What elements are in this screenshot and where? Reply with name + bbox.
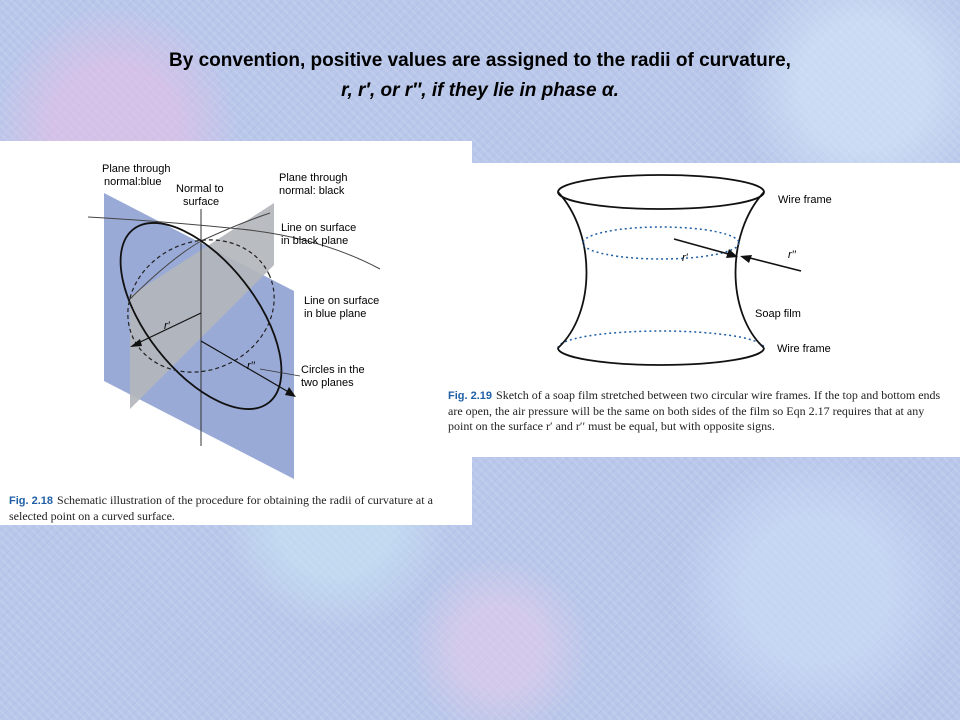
title-line-2: r, r′, or r″, if they lie in phase α. bbox=[341, 80, 619, 101]
title-line-1: By convention, positive values are assigned to the radii of curvature, bbox=[169, 50, 791, 71]
label-plane-black-2: normal: black bbox=[279, 185, 345, 197]
figure-2-18-diagram bbox=[0, 141, 472, 525]
soap-film-right-side bbox=[736, 192, 765, 348]
label-plane-blue-2: normal:blue bbox=[104, 176, 162, 188]
figure-2-18-number: Fig. 2.18 bbox=[9, 495, 54, 507]
wire-frame-bottom-back bbox=[558, 331, 764, 348]
label-wire-frame-top: Wire frame bbox=[778, 194, 832, 206]
label-soap-film: Soap film bbox=[755, 308, 801, 320]
label-circles-2: two planes bbox=[301, 377, 354, 389]
label-line-blue-2: in blue plane bbox=[304, 308, 367, 320]
label-circles-1: Circles in the bbox=[301, 364, 365, 376]
soap-film-waist bbox=[583, 227, 739, 259]
label-normal-1: Normal to bbox=[176, 183, 224, 195]
figure-2-19-panel bbox=[436, 163, 960, 457]
wire-frame-bottom-front bbox=[558, 348, 764, 365]
label-r-dprime: r′′ bbox=[788, 249, 796, 261]
soap-film-left-side bbox=[558, 192, 587, 348]
label-line-black-2: in black plane bbox=[281, 235, 349, 247]
label-r-dprime: r′′ bbox=[247, 360, 255, 372]
figure-2-18-panel bbox=[0, 141, 472, 525]
label-wire-frame-bottom: Wire frame bbox=[777, 343, 831, 355]
figure-2-19-caption-text: Sketch of a soap film stretched between two circular wire frames. If the top and bottom ends are open, the air pressure will be the same on both sides of the film so Eqn 2.17 requires that at any point on the surface r′ and r′′ must be equal, but with opposite signs. bbox=[448, 388, 941, 433]
label-r-prime: r′ bbox=[682, 252, 688, 264]
figure-2-18-caption-text: Schematic illustration of the procedure for obtaining the radii of curvature at a selected point on a curved surface. bbox=[9, 493, 433, 523]
figure-2-19-number: Fig. 2.19 bbox=[448, 390, 493, 402]
label-plane-black-1: Plane through bbox=[279, 172, 348, 184]
label-r-prime: r′ bbox=[164, 320, 170, 332]
wire-frame-top bbox=[558, 175, 764, 209]
label-plane-blue-1: Plane through bbox=[102, 163, 171, 175]
slide-title bbox=[0, 46, 960, 106]
figure-2-18-caption bbox=[9, 493, 464, 524]
figure-2-19-caption bbox=[448, 388, 948, 434]
label-line-black-1: Line on surface bbox=[281, 222, 357, 234]
label-normal-2: surface bbox=[183, 196, 220, 208]
label-line-blue-1: Line on surface bbox=[304, 295, 380, 307]
arrowhead-r-dprime bbox=[740, 255, 752, 263]
